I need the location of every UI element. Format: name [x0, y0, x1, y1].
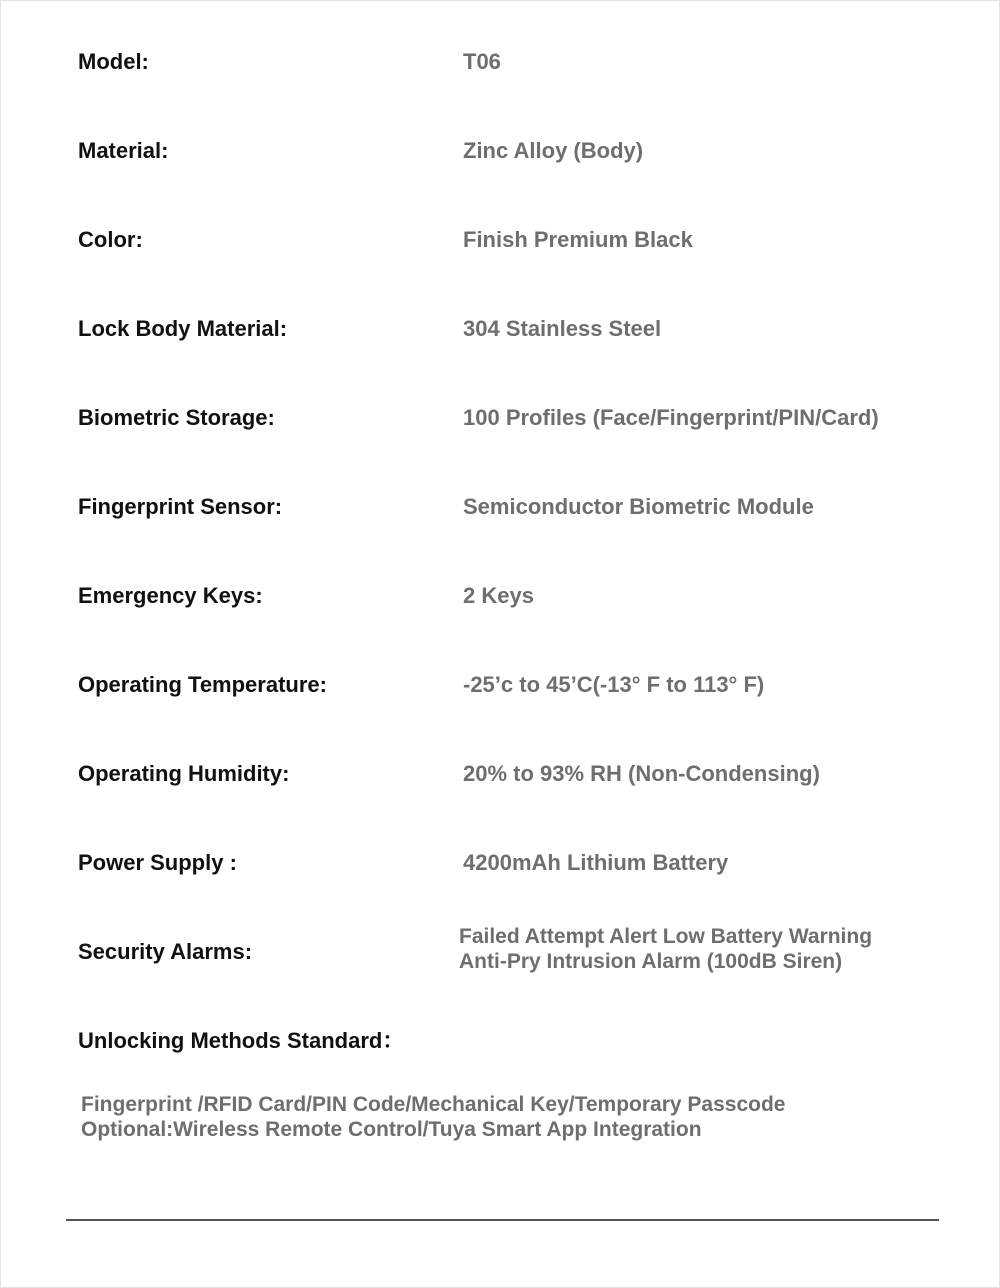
bottom-divider: [66, 1219, 939, 1221]
unlocking-line: Fingerprint /RFID Card/PIN Code/Mechanical Key/Temporary Passcode: [81, 1093, 786, 1116]
spec-label: Biometric Storage:: [78, 405, 275, 430]
spec-label: Color:: [78, 227, 143, 252]
alarm-line: Failed Attempt Alert Low Battery Warning: [459, 925, 873, 948]
unlocking-line: Optional:Wireless Remote Control/Tuya Smart App Integration: [81, 1118, 702, 1141]
spec-value: 100 Profiles (Face/Fingerprint/PIN/Card): [463, 405, 879, 430]
spec-value: T06: [463, 49, 501, 74]
spec-row-emergency-keys: [0, 576, 1000, 616]
spec-value: 2 Keys: [463, 583, 534, 608]
spec-label: Emergency Keys:: [78, 583, 263, 608]
spec-value: 20% to 93% RH (Non-Condensing): [463, 761, 820, 786]
spec-row-material: [0, 131, 1000, 171]
spec-label: Security Alarms:: [78, 939, 253, 964]
spec-value: Semiconductor Biometric Module: [463, 494, 814, 519]
spec-row-power-supply: [0, 843, 1000, 883]
security-alarms-value: [459, 924, 872, 974]
spec-row-operating-temperature: [0, 665, 1000, 705]
spec-row-fingerprint-sensor: [0, 487, 1000, 527]
alarm-line: Anti-Pry Intrusion Alarm (100dB Siren): [459, 950, 843, 973]
spec-label: Operating Temperature:: [78, 672, 327, 697]
spec-value: 4200mAh Lithium Battery: [463, 850, 729, 875]
spec-row-color: [0, 220, 1000, 260]
spec-row-biometric-storage: [0, 398, 1000, 438]
spec-row-operating-humidity: [0, 754, 1000, 794]
spec-value: 304 Stainless Steel: [463, 316, 662, 341]
spec-label: Model:: [78, 49, 149, 74]
spec-label: Power Supply :: [78, 850, 237, 875]
spec-row-model: [0, 42, 1000, 82]
spec-label: Material:: [78, 138, 169, 163]
unlocking-methods-list: [81, 1092, 785, 1142]
spec-label: Operating Humidity:: [78, 761, 290, 786]
spec-label: Fingerprint Sensor:: [78, 494, 283, 519]
spec-value: Zinc Alloy (Body): [463, 138, 644, 163]
spec-label: Lock Body Material:: [78, 316, 288, 341]
unlocking-methods-heading: Unlocking Methods Standard：: [78, 1028, 405, 1053]
spec-row-lock-body-material: [0, 309, 1000, 349]
spec-value: -25’c to 45’C(-13° F to 113° F): [463, 672, 765, 697]
spec-value: Finish Premium Black: [463, 227, 693, 252]
